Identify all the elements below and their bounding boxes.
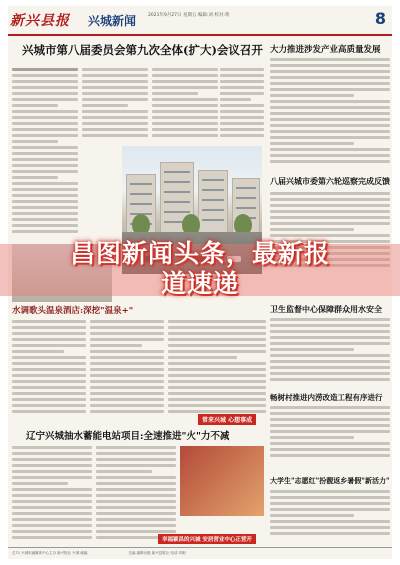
- right-article-3-body: [270, 318, 390, 386]
- bottom-article-col-1: [12, 446, 92, 542]
- page-number: 8: [374, 9, 386, 28]
- footer-right: 总编 编辑出版 新兴县报社 电话 印刷: [128, 551, 186, 555]
- promo-tag: 常来兴城 心想事成: [198, 414, 256, 425]
- page-footer: [8, 547, 392, 559]
- right-article-4-body: [270, 406, 390, 466]
- footer-left: 总71 兴城市融媒体中心主办 新兴报社 兴城 邮编: [12, 551, 88, 555]
- lead-article-col-4: [220, 68, 264, 144]
- right-headline-5[interactable]: 大学生"志愿红"扮靓返乡暑假"新活力": [270, 476, 390, 485]
- right-headline-4[interactable]: 畅树村推进内涝改造工程有序进行: [270, 393, 383, 402]
- mid-headline[interactable]: 水调歌头温泉酒店:深挖"温泉+": [12, 306, 134, 316]
- right-headline-2[interactable]: 八届兴城市委第六轮巡察完成反馈: [270, 176, 390, 186]
- right-article-5-body: [270, 490, 390, 542]
- lead-article-col-2: [82, 68, 148, 144]
- issue-meta: 2021年9月27日 星期五 编辑:刘 校对:黄: [148, 13, 230, 18]
- overlay-title-line-2: 道速递: [160, 269, 239, 298]
- bottom-headline[interactable]: 辽宁兴城抽水蓄能电站项目:全速推进"火"力不减: [26, 431, 230, 442]
- overlay-title-line-1: 昌图新闻头条，最新报: [69, 239, 330, 268]
- right-headline-1[interactable]: 大力推进涉发产业高质量发展: [270, 45, 381, 55]
- overlay-banner[interactable]: [0, 236, 400, 302]
- lead-article-col-1: [12, 68, 78, 238]
- mid-article-col-2: [90, 320, 164, 418]
- bottom-promo-banner: 幸福颖昌的兴城 安居营业中心正营开: [158, 534, 256, 544]
- mid-article-col-3: [168, 320, 266, 418]
- mid-article-col-1: [12, 320, 86, 418]
- right-headline-3[interactable]: 卫生监督中心保障群众用水安全: [270, 304, 382, 314]
- section-title: 兴城新闻: [88, 14, 137, 28]
- masthead: [8, 6, 392, 36]
- newspaper-logo: 新兴县报: [10, 13, 70, 29]
- lead-article-col-3: [152, 68, 218, 144]
- right-article-1-body: [270, 58, 390, 168]
- bottom-article-photo: [180, 446, 264, 516]
- bottom-article-col-2: [96, 446, 176, 542]
- lead-headline[interactable]: 兴城市第八届委员会第九次全体(扩大)会议召开: [22, 43, 263, 57]
